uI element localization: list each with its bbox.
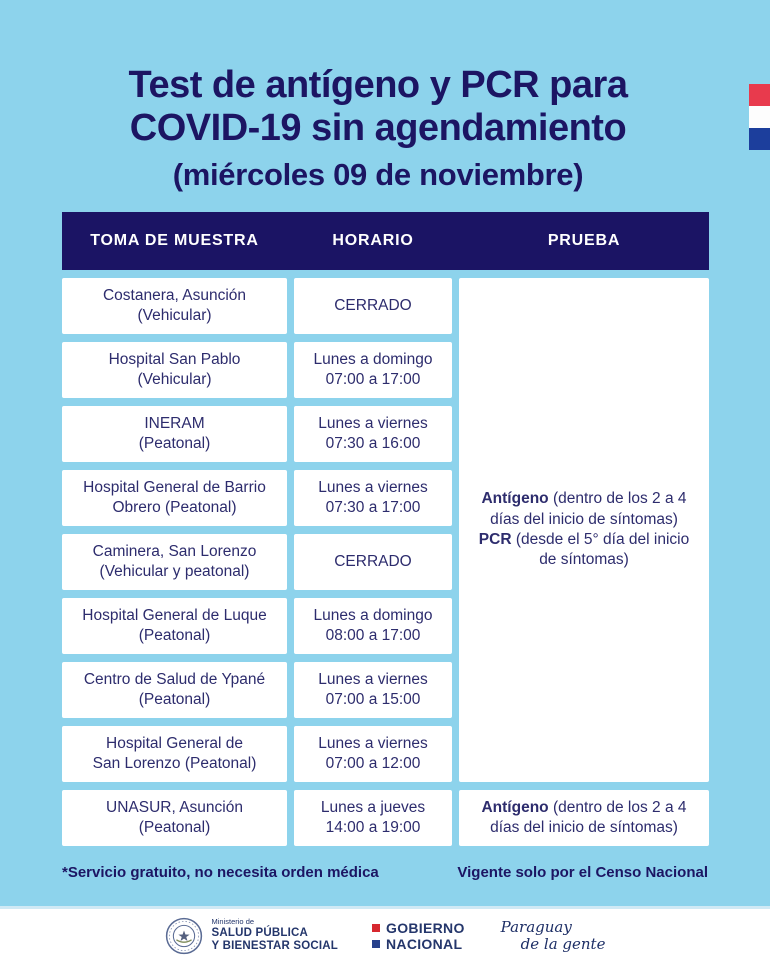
location-line1: Hospital General de Luque [82,606,267,624]
page-title [0,64,756,149]
gov-blue-square-icon [372,940,380,948]
schedule-line1: Lunes a viernes [318,414,428,432]
flag-white-stripe [749,106,770,128]
tagline-line1: Paraguay [500,917,572,936]
schedule-line1: Lunes a viernes [318,734,428,752]
schedule-line2: 14:00 a 19:00 [325,819,421,836]
table-row-schedule [294,278,452,334]
prueba-antigeno-label: Antígeno [481,798,549,816]
table-row-location [62,342,287,398]
gov-line1: GOBIERNO [386,919,465,936]
location-line2: (Vehicular y peatonal) [99,563,250,580]
location-line2: (Peatonal) [138,627,211,644]
prueba-antigeno-text: (dentro de los 2 a 4 días del inicio de síntomas) [490,798,687,836]
prueba-antigeno-text: (dentro de los 2 a 4 días del inicio de síntomas) [490,490,687,528]
page-title-line2: COVID-19 sin agendamiento [129,106,627,149]
location-line1: Costanera, Asunción [102,286,247,304]
prueba-pcr-text: (desde el 5° día del inicio de síntomas) [511,531,690,569]
prueba-merged-cell [459,278,709,782]
table-row-location [62,406,287,462]
schedule-line1: Lunes a jueves [320,798,426,816]
location-line2: (Vehicular) [137,307,212,324]
schedule-line1: Lunes a domingo [313,606,433,624]
table-row-location [62,790,287,846]
page-title-line1: Test de antígeno y PCR para [128,64,628,106]
table-row-schedule [294,662,452,718]
table-body [62,278,709,846]
location-line1: Centro de Salud de Ypané [83,670,266,688]
prueba-pcr-label: PCR [478,531,512,548]
schedule-line2: 07:30 a 17:00 [325,499,421,516]
table-row-location [62,534,287,590]
table-row-schedule [294,470,452,526]
ministry-line1: Ministerio de [211,917,255,927]
footnote-censo-nacional: Vigente solo por el Censo Nacional [457,864,708,881]
schedule-line2: 07:00 a 12:00 [325,755,421,772]
footnote-free-service: *Servicio gratuito, no necesita orden médica [62,864,379,881]
paraguay-de-la-gente-tagline [501,919,606,954]
table-row-schedule [294,790,452,846]
schedule-line1: CERRADO [334,552,412,570]
table-row-location [62,598,287,654]
location-line2: (Peatonal) [138,435,211,452]
schedule-line2: 07:00 a 17:00 [325,371,421,388]
gov-red-square-icon [372,924,380,932]
column-header-horario: HORARIO [332,232,414,249]
location-line2: (Peatonal) [138,691,211,708]
flag-blue-stripe [749,128,770,150]
date-subtitle: (miércoles 09 de noviembre) [172,157,584,192]
gov-line2: NACIONAL [386,936,463,952]
location-line2: Obrero (Peatonal) [112,499,237,516]
schedule-line2: 08:00 a 17:00 [325,627,421,644]
table-row-location [62,470,287,526]
location-line1: Hospital General de Barrio [83,478,266,496]
location-line1: Hospital General de [106,734,243,752]
schedule-line1: Lunes a domingo [313,350,433,368]
footer-bar [0,906,770,963]
location-line2: (Peatonal) [138,819,211,836]
table-row-location [62,278,287,334]
tagline-line2: de la gente [520,935,606,953]
schedule-line1: Lunes a viernes [318,670,428,688]
schedule-line2: 07:30 a 16:00 [325,435,421,452]
ministry-line3: Y BIENESTAR SOCIAL [211,940,339,953]
paraguay-seal-icon [165,917,203,955]
table-header [62,212,709,270]
gobierno-nacional-logo [372,920,465,952]
flag-red-stripe [749,84,770,106]
schedule-line2: 07:00 a 15:00 [325,691,421,708]
table-row-schedule [294,598,452,654]
location-line1: Hospital San Pablo [108,350,241,368]
schedule-line1: Lunes a viernes [318,478,428,496]
table-row-location [62,726,287,782]
location-line2: San Lorenzo (Peatonal) [92,755,257,772]
table-row-schedule [294,726,452,782]
column-header-toma-de-muestra: TOMA DE MUESTRA [90,232,259,249]
ministry-line2: SALUD PÚBLICA [211,926,309,939]
table-row-schedule [294,534,452,590]
ministry-logo [165,917,339,955]
location-line2: (Vehicular) [137,371,212,388]
schedule-line1: CERRADO [334,296,412,314]
paraguay-flag-icon [749,84,770,150]
prueba-antigeno-label: Antígeno [481,490,549,508]
location-line1: Caminera, San Lorenzo [92,542,257,560]
location-line1: UNASUR, Asunción [106,798,243,816]
table-row-location [62,662,287,718]
table-row-schedule [294,342,452,398]
location-line1: INERAM [144,414,205,432]
column-header-prueba: PRUEBA [547,232,621,249]
table-row-schedule [294,406,452,462]
prueba-last-cell [459,790,709,846]
